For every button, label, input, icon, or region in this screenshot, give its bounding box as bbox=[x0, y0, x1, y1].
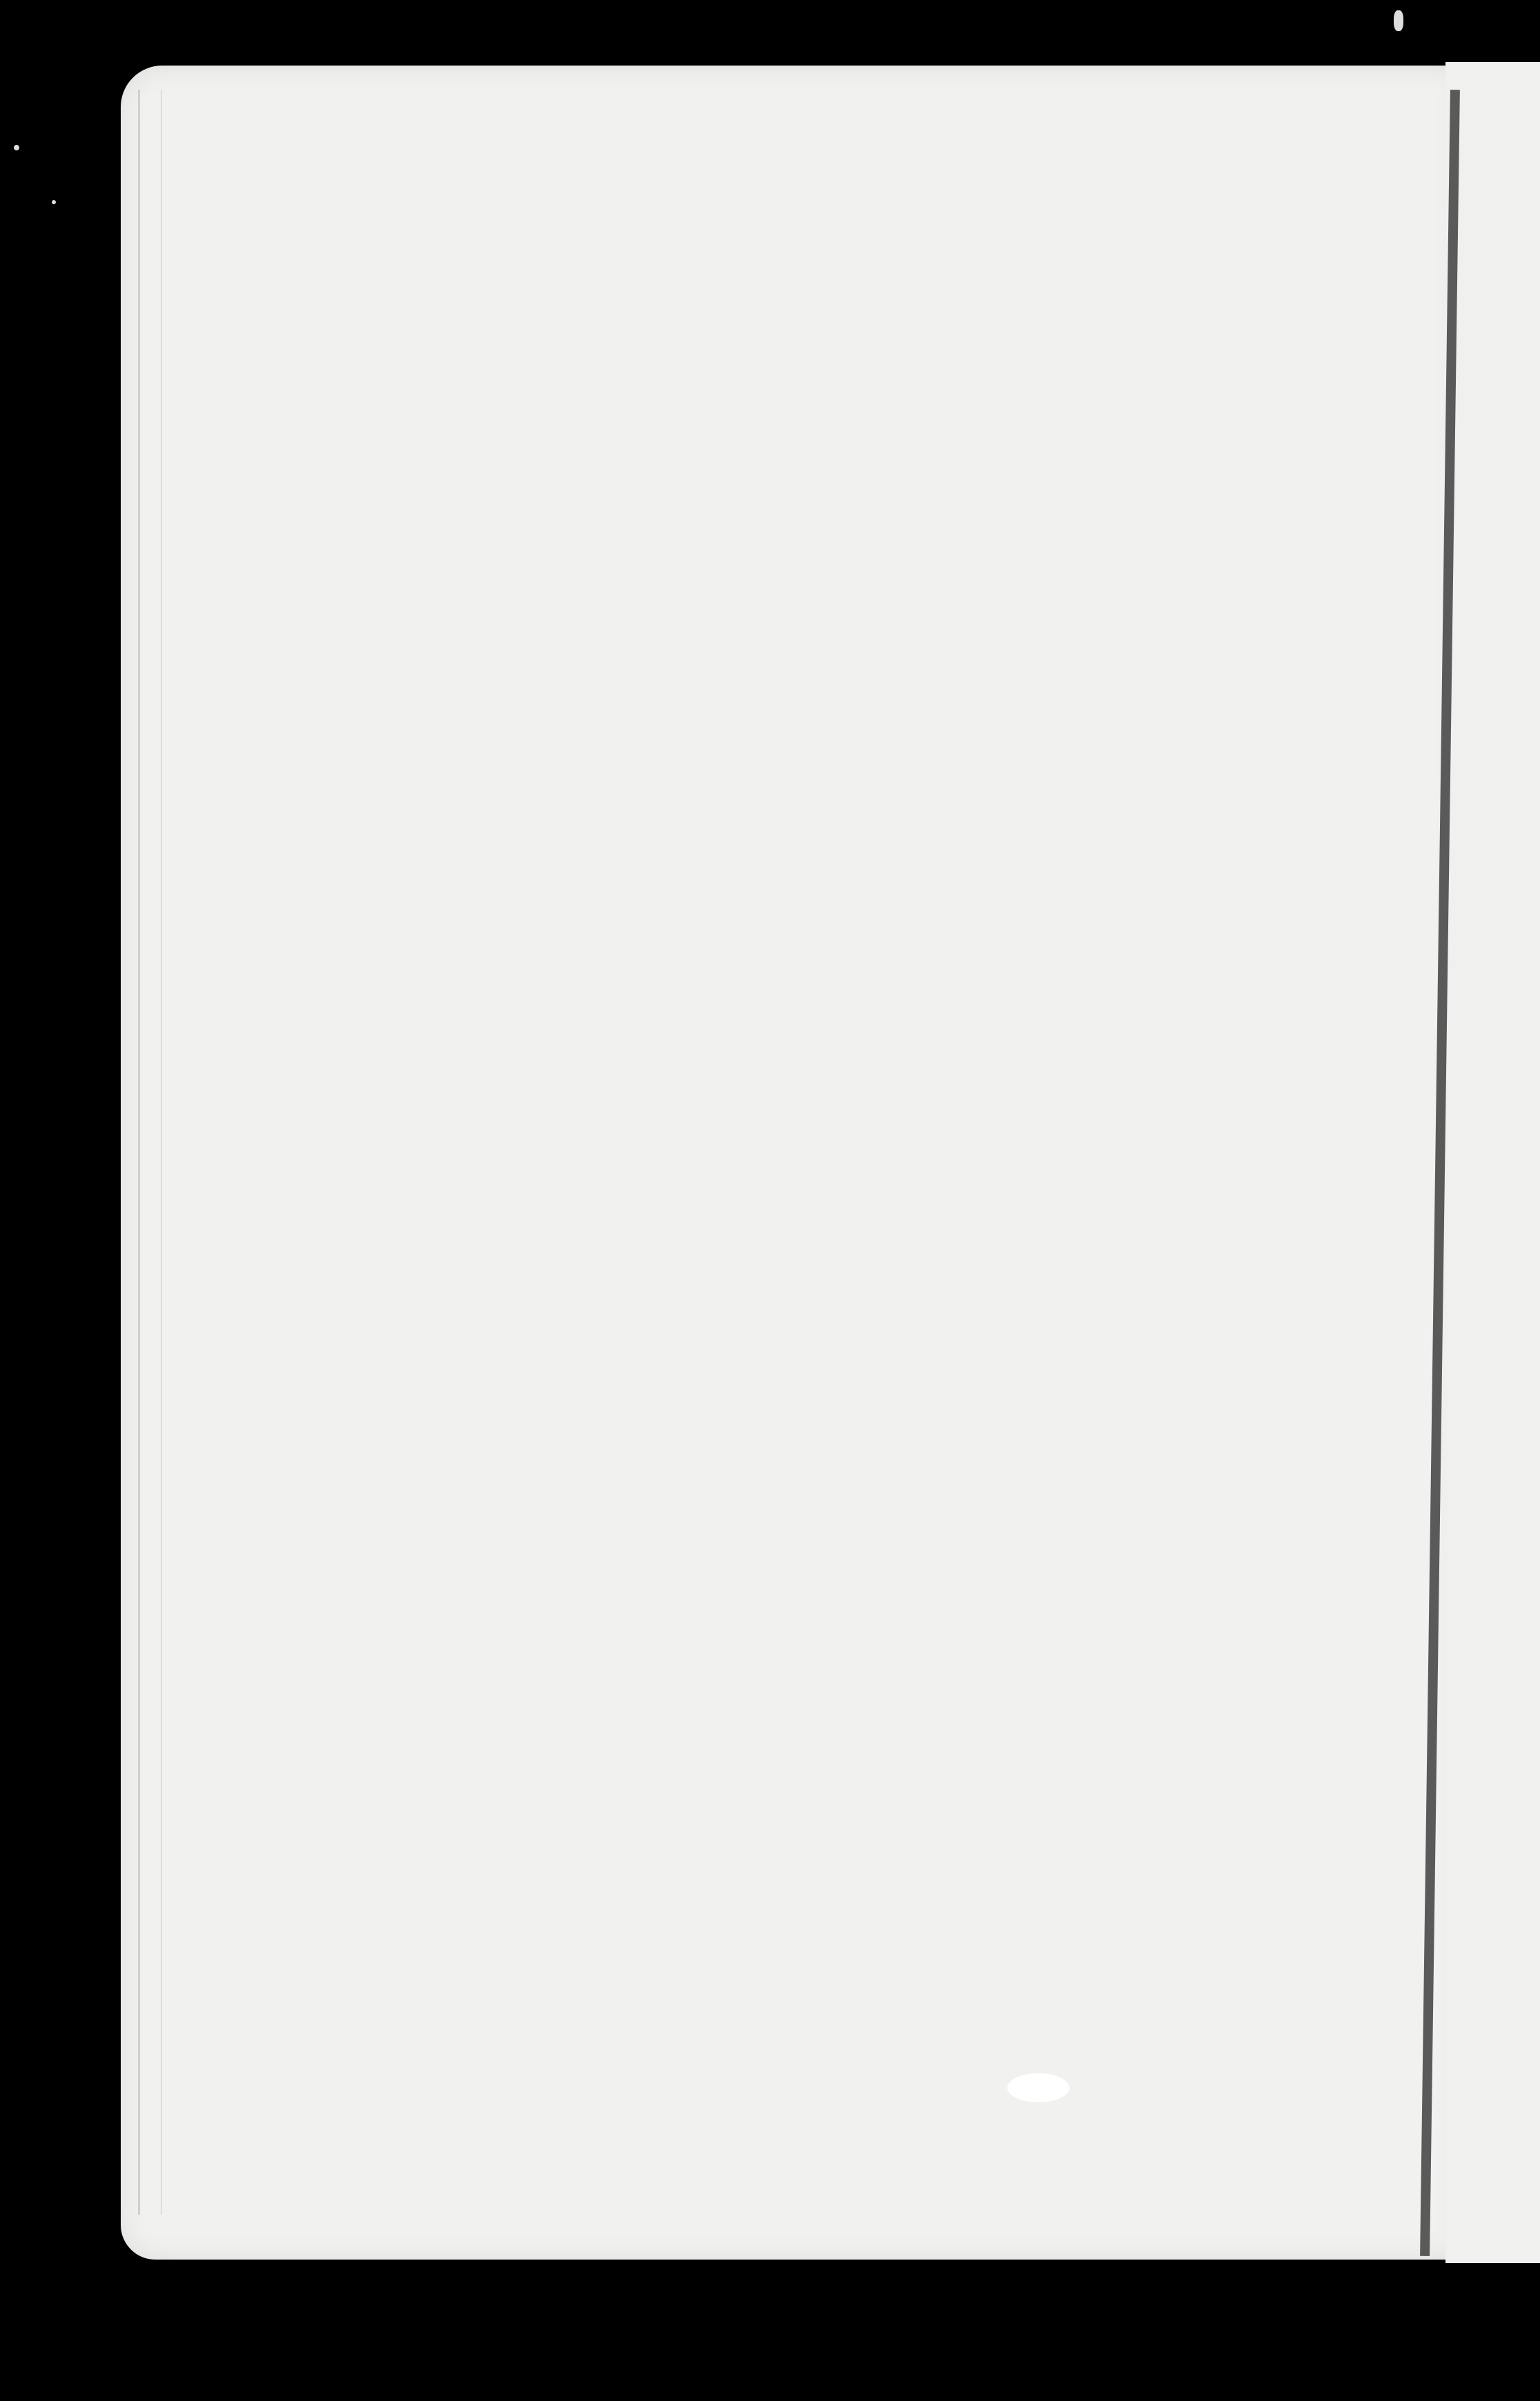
scan-speck bbox=[1394, 10, 1403, 31]
scan-speck bbox=[14, 145, 19, 150]
page-edge bbox=[138, 90, 162, 2215]
next-page bbox=[1445, 62, 1540, 2263]
page-header bbox=[414, 207, 1311, 255]
book-page bbox=[121, 66, 1459, 2260]
scan-speck bbox=[52, 200, 56, 204]
paper-blemish bbox=[1007, 2073, 1069, 2102]
